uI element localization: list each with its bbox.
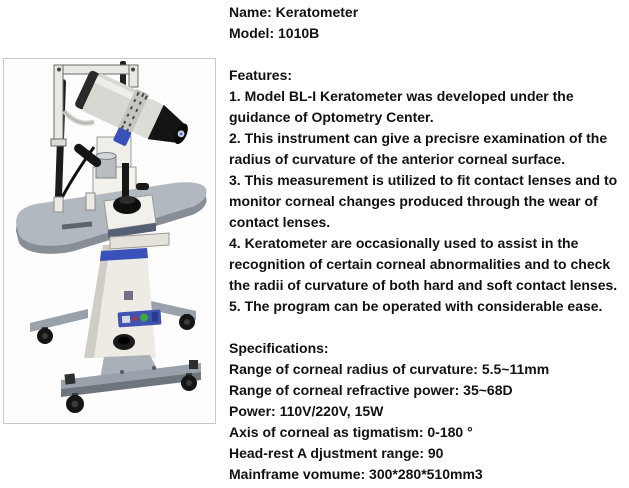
product-name: Name: Keratometer bbox=[229, 4, 359, 20]
specifications-list bbox=[229, 359, 629, 485]
features-heading: Features: bbox=[229, 67, 293, 83]
caster-wheel bbox=[179, 314, 195, 330]
specification-item: Range of corneal refractive power: 35~68D bbox=[229, 382, 513, 398]
product-info bbox=[229, 2, 629, 485]
feature-item: 4. Keratometer are occasionally used to assist in the recognition of certain corneal abnormalities and to check the radii of curvature of both hard and soft contact lenses. bbox=[229, 235, 618, 293]
feature-item: 2. This instrument can give a precisre examination of the radius of curvature of the anterior corneal surface. bbox=[229, 130, 608, 167]
feature-item: 5. The program can be operated with considerable ease. bbox=[229, 298, 603, 314]
features-list bbox=[229, 86, 629, 317]
pedestal bbox=[84, 233, 169, 358]
joystick-shaft bbox=[122, 163, 129, 201]
spacer bbox=[229, 44, 629, 65]
specification-item: Head-rest A djustment range: 90 bbox=[229, 445, 444, 461]
keratometer-photo-illustration bbox=[4, 59, 215, 423]
specification-item: Power: 110V/220V, 15W bbox=[229, 403, 384, 419]
feature-item: 1. Model BL-I Keratometer was developed under the guidance of Optometry Center. bbox=[229, 88, 574, 125]
feature-item: 3. This measurement is utilized to fit contact lenses and to monitor corneal changes produced through the wear of contact lenses. bbox=[229, 172, 618, 230]
product-photo-frame bbox=[3, 58, 216, 424]
caster-base-front bbox=[61, 355, 201, 413]
side-knob bbox=[136, 183, 149, 190]
specification-item: Range of corneal radius of curvature: 5.5~11mm bbox=[229, 361, 550, 377]
vent-square bbox=[124, 291, 133, 300]
product-model: Model: 1010B bbox=[229, 25, 320, 41]
control-panel bbox=[118, 309, 162, 327]
specification-item: Mainframe vomume: 300*280*510mm3 bbox=[229, 466, 483, 482]
specification-item: Axis of corneal as tigmatism: 0-180 ° bbox=[229, 424, 473, 440]
specifications-heading: Specifications: bbox=[229, 340, 329, 356]
joystick-knob bbox=[113, 196, 141, 214]
power-knob bbox=[113, 334, 135, 350]
spacer bbox=[229, 317, 629, 338]
